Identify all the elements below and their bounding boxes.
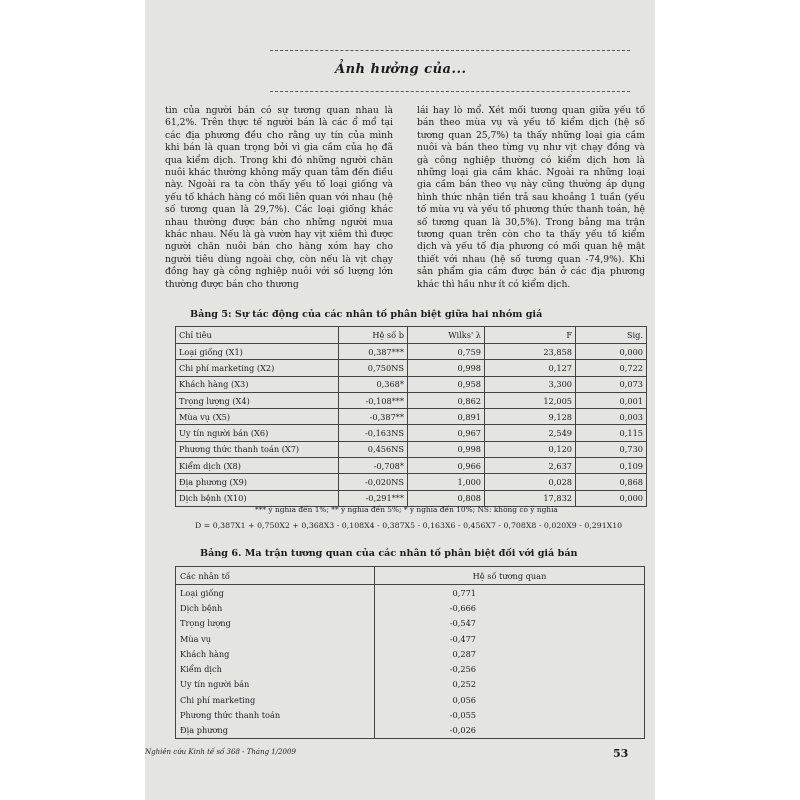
table5-header-cell: Hệ số b (339, 327, 408, 344)
table6-cell: Loại giống (176, 585, 375, 601)
table5-cell: 0,958 (408, 376, 485, 392)
table5-cell: Địa phương (X9) (176, 474, 339, 490)
table5-cell: 0,722 (576, 360, 647, 376)
table6-cell: Phương thức thanh toán (176, 707, 375, 722)
table5-cell: Chi phí marketing (X2) (176, 360, 339, 376)
table6-cell: Chi phí marketing (176, 692, 375, 707)
table5-cell: 0,808 (408, 490, 485, 506)
table5-cell: 0,000 (576, 490, 647, 506)
table5-cell: 0,759 (408, 344, 485, 360)
journal-footer: Nghiên cứu Kinh tế số 368 - Tháng 1/2009 (145, 748, 296, 756)
right-column-text: lái hay lò mổ. Xét mối tương quan giữa yếu tố bán theo mùa vụ và yếu tố kiểm dịch (hệ số tương quan 25,7%) ta thấy những loại gia cầm nuôi và bán theo từng vụ như vịt chạy đồng và gà công nghiệp thường có kiểm dịch hơn là những loại gia cầm khác. Ngoài ra những loại gia cầm bán theo vụ này cũng thường áp dụng hình thức nhận tiền trả sau khoảng 1 tuần (yếu tố mùa vụ và yếu tố phương thức thanh toán, hệ số tương quan là 30,5%). Trong bảng ma trận tương quan trên còn cho ta thấy yếu tố kiểm dịch và yếu tố địa phương có mối quan hệ mật thiết với nhau (hệ số tương quan -74,9%). Khi sản phẩm gia cầm được bán ở các địa phương khác thì hầu như ít có kiểm dịch. (417, 105, 645, 290)
table5-row (176, 425, 647, 441)
table5-cell: Phương thức thanh toán (X7) (176, 441, 339, 457)
table5-cell: -0,291*** (339, 490, 408, 506)
table5-cell: 17,832 (485, 490, 576, 506)
table5-row (176, 458, 647, 474)
table6-cell: Mùa vụ (176, 631, 375, 646)
table6-cell: 0,287 (375, 646, 645, 661)
table5-row (176, 360, 647, 376)
table5-cell: 0,891 (408, 409, 485, 425)
table5 (175, 326, 647, 507)
table5-header-cell: Chỉ tiêu (176, 327, 339, 344)
table5-cell: 0,868 (576, 474, 647, 490)
table5-header-cell: F (485, 327, 576, 344)
document-page (145, 0, 655, 800)
table5-significance-note: *** ý nghĩa đến 1%; ** ý nghĩa đến 5%; * ý nghĩa đến 10%; NS: không có ý nghĩa (255, 505, 558, 514)
table6-header-row (176, 567, 645, 585)
table5-cell: 0,387*** (339, 344, 408, 360)
table6-row (176, 692, 645, 707)
page-header (270, 50, 630, 92)
table5-cell: 0,966 (408, 458, 485, 474)
table5-cell: 0,109 (576, 458, 647, 474)
table6-cell: Trọng lượng (176, 616, 375, 631)
table6-row (176, 661, 645, 676)
table5-cell: Dịch bệnh (X10) (176, 490, 339, 506)
table5-cell: 1,000 (408, 474, 485, 490)
table6-cell: -0,666 (375, 600, 645, 615)
table5-row (176, 441, 647, 457)
table6-row (176, 600, 645, 615)
table6-cell: Uy tín người bán (176, 677, 375, 692)
table5-cell: 12,005 (485, 392, 576, 408)
table6-row (176, 677, 645, 692)
header-title: Ảnh hưởng của... (335, 62, 467, 77)
table6-cell: -0,026 (375, 723, 645, 739)
table5-cell: Loại giống (X1) (176, 344, 339, 360)
table5-cell: 0,998 (408, 441, 485, 457)
table5-cell: 3,300 (485, 376, 576, 392)
table5-cell: -0,020NS (339, 474, 408, 490)
table5-cell: 0,730 (576, 441, 647, 457)
table5-cell: 0,456NS (339, 441, 408, 457)
page-number: 53 (613, 747, 629, 760)
table5-cell: Mùa vụ (X5) (176, 409, 339, 425)
table5-cell: 0,003 (576, 409, 647, 425)
table5-header-cell: Wilks' λ (408, 327, 485, 344)
table5-cell: 23,858 (485, 344, 576, 360)
table5-cell: Khách hàng (X3) (176, 376, 339, 392)
table5-cell: 0,115 (576, 425, 647, 441)
table6-cell: Địa phương (176, 723, 375, 739)
table5-row (176, 392, 647, 408)
table6-cell: 0,056 (375, 692, 645, 707)
table6-header-cell: Hệ số tương quan (375, 567, 645, 585)
table6-row (176, 707, 645, 722)
table6-row (176, 631, 645, 646)
table5-cell: 0,750NS (339, 360, 408, 376)
table6-cell: Dịch bệnh (176, 600, 375, 615)
table6-cell: Khách hàng (176, 646, 375, 661)
table6-row (176, 616, 645, 631)
table6-row (176, 646, 645, 661)
table6-cell: -0,547 (375, 616, 645, 631)
table6 (175, 566, 645, 739)
table6-title: Bảng 6. Ma trận tương quan của các nhân tố phân biệt đối với giá bán (200, 548, 578, 559)
table5-cell: 0,073 (576, 376, 647, 392)
table5-header-cell: Sig. (576, 327, 647, 344)
table6-header-cell: Các nhân tố (176, 567, 375, 585)
table5-row (176, 409, 647, 425)
table5-cell: 2,637 (485, 458, 576, 474)
table5-row (176, 376, 647, 392)
table6-cell: Kiểm dịch (176, 661, 375, 676)
table5-cell: 0,001 (576, 392, 647, 408)
table5-cell: 0,967 (408, 425, 485, 441)
table5-cell: 0,120 (485, 441, 576, 457)
table5-cell: Uy tín người bán (X6) (176, 425, 339, 441)
table5-cell: Kiểm dịch (X8) (176, 458, 339, 474)
table5-header-row (176, 327, 647, 344)
table5-cell: 0,862 (408, 392, 485, 408)
table5-cell: -0,108*** (339, 392, 408, 408)
discriminant-equation: D = 0,387X1 + 0,750X2 + 0,368X3 - 0,108X4 - 0,387X5 - 0,163X6 - 0,456X7 - 0,708X8 - 0,020X9 - 0,291X10 (195, 521, 623, 530)
table5-cell: -0,163NS (339, 425, 408, 441)
table6-row (176, 723, 645, 739)
table6-cell: 0,771 (375, 585, 645, 601)
table5-cell: -0,387** (339, 409, 408, 425)
table6-cell: 0,252 (375, 677, 645, 692)
table5-cell: 9,128 (485, 409, 576, 425)
table5-title: Bảng 5: Sự tác động của các nhân tố phân biệt giữa hai nhóm giá (190, 309, 543, 320)
table5-row (176, 344, 647, 360)
table5-cell: 0,368* (339, 376, 408, 392)
table6-row (176, 585, 645, 601)
table5-cell: 0,127 (485, 360, 576, 376)
table5-row (176, 474, 647, 490)
left-column-text: tin của người bán có sự tương quan nhau là 61,2%. Trên thực tế người bán là các ổ mổ tại các địa phương đều cho rằng uy tín của mình khi bán là quan trọng bởi vì gia cầm của họ đã qua kiểm dịch. Trong khi đó những người chăn nuôi khác thường không mấy quan tâm đến điều này. Ngoài ra ta còn thấy yếu tố loại giống và yếu tố khách hàng có mối liên quan với nhau (hệ số tương quan là 29,7%). Các loại giống khác nhau thường được bán cho những người mua khác nhau. Nếu là gà vườn hay vịt xiêm thì được người chăn nuôi bán cho hàng xóm hay cho người tiêu dùng ngoài chợ, còn nếu là vịt chạy đồng hay gà công nghiệp nuôi với số lượng lớn thường được bán cho thương (165, 105, 393, 290)
table5-cell: 2,549 (485, 425, 576, 441)
table5-cell: 0,000 (576, 344, 647, 360)
table6-cell: -0,055 (375, 707, 645, 722)
table5-cell: 0,998 (408, 360, 485, 376)
body-text (165, 105, 645, 305)
table6-cell: -0,256 (375, 661, 645, 676)
table5-cell: -0,708* (339, 458, 408, 474)
table5-cell: 0,028 (485, 474, 576, 490)
table5-cell: Trọng lượng (X4) (176, 392, 339, 408)
table6-cell: -0,477 (375, 631, 645, 646)
